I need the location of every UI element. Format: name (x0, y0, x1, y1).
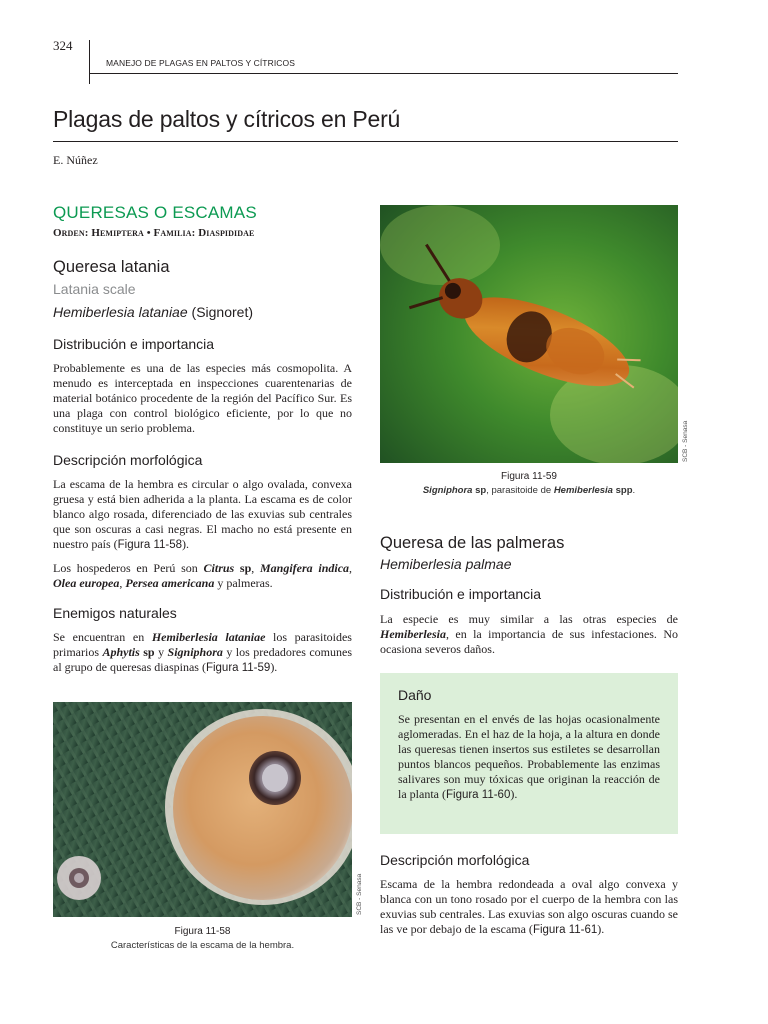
scientific-name-author: (Signoret) (187, 304, 253, 320)
caption-spp: spp (612, 485, 633, 496)
host-persea: Persea americana (125, 575, 215, 590)
running-head: MANEJO DE PLAGAS EN PALTOS Y CÍTRICOS (106, 58, 296, 68)
paragraph-descripcion (53, 477, 352, 553)
heading-descripcion-text: Descripción morfológica (53, 452, 203, 468)
morph-text: Escama de la hembra redondeada a oval algo convexa y blanca con un tono rosado por el cuerpo de la hembra con las exuvias sub centrales. Las exuvias son algo oscuras cuando se las ve por debajo de la escama ( (380, 877, 678, 936)
scale-insect-photo (53, 702, 352, 917)
caption-genus: Signiphora (422, 485, 473, 496)
parasitoid-wasp-photo (380, 205, 678, 463)
page-number: 324 (53, 38, 73, 53)
caption-genus: Hemiberlesia (553, 485, 613, 496)
figure-11-58-caption: Características de la escama de la hembra. (110, 940, 295, 951)
dano-end: ). (510, 786, 518, 801)
enem-sp: sp (139, 644, 155, 659)
heading-enemigos: Enemigos naturales (53, 605, 177, 621)
species-name: Queresa latania (53, 258, 170, 276)
author: E. Núñez (53, 153, 98, 167)
scientific-name-italic: Hemiberlesia lataniae (53, 304, 188, 320)
section-title: QUERESAS O ESCAMAS (53, 203, 257, 222)
descripcion-text: La escama de la hembra es circular o algo ovalada, convexa gruesa y está bien adherida a la planta. La escama es de color blanco algo rosada, diferenciado de las exuvias sub centrales que son oscuras a casi negras. El macho no está presente en nuestro país ( (53, 477, 352, 551)
dist-text: La especie es muy similar a las otras especies de (380, 612, 678, 626)
enem-text: los parasitoides primarios (53, 630, 352, 659)
caption-text: , parasitoide de (486, 485, 554, 496)
enem-text: Se encuentran en (53, 630, 152, 644)
paragraph-distribucion: Probablemente es una de las especies más cosmopolita. A menudo es interceptada en inspecciones cuarentenarias de material botánico procedente de la región del Pacífico Sur. Es una plaga con control biológico eficiente, por lo que no constituye un serio problema. (53, 361, 352, 435)
caption-end: . (632, 485, 636, 496)
sep: , (349, 561, 353, 575)
heading-distribucion: Distribución e importancia (53, 336, 215, 352)
descripcion-end: ). (182, 536, 190, 551)
heading-descripcion-2: Descripción morfológica (380, 852, 530, 868)
heading-distribucion-2: Distribución e importancia (380, 586, 542, 602)
heading-dano: Daño (398, 687, 432, 703)
taxonomy-line: Orden: Hemiptera • Familia: Diaspididae (53, 227, 255, 239)
paragraph-hospederos (53, 561, 352, 591)
heading-descripcion (53, 452, 202, 468)
figure-11-58-image (53, 702, 352, 917)
host-sp: sp (234, 561, 252, 575)
dano-text: Se presentan en el envés de las hojas ocasionalmente aglomeradas. En el haz de la hoja, a la altura en donde las queresas tienen insertos sus estiletes se desarrollan puntos blancos pequeños. Probablemente las enzimas salivares son muy tóxicas que originan la reacción de la planta ( (398, 712, 660, 801)
header-divider-vertical (89, 40, 90, 84)
figure-11-58-credit: SCB - Senasa (356, 873, 363, 915)
species-scientific-name-2: Hemiberlesia palmae (380, 556, 512, 572)
figure-reference: Figura 11-59 (205, 661, 271, 674)
hosts-text: Los hospederos en Perú son (53, 561, 204, 575)
morph-end: ). (597, 921, 605, 936)
paragraph-distribucion-2 (380, 612, 678, 657)
figure-11-59-image (380, 205, 678, 463)
host-citrus: Citrus (203, 561, 235, 575)
paragraph-enemigos (53, 630, 352, 676)
enem-text: y (154, 644, 168, 659)
title-divider (53, 141, 678, 142)
species-scientific-name (53, 304, 253, 320)
figure-11-59-caption (380, 485, 678, 496)
species-name-2: Queresa de las palmeras (380, 534, 565, 552)
enem-signiphora: Signiphora (167, 644, 223, 659)
enem-text: y los predadores comunes al grupo de queresas diaspinas ( (53, 644, 353, 674)
enem-end: ). (270, 659, 278, 674)
figure-11-59-label: Figura 11-59 (501, 471, 557, 482)
enem-aphytis: Aphytis (102, 644, 140, 659)
dist-end: , en la importancia de sus infestaciones. No ocasiona severos daños. (380, 626, 678, 656)
figure-11-59-credit: SCB - Senasa (682, 420, 689, 462)
host-olea: Olea europea (53, 575, 120, 590)
caption-sp: sp (472, 485, 487, 496)
hosts-end: y palmeras. (214, 575, 273, 590)
figure-reference: Figura 11-60 (445, 788, 511, 801)
dist-genus: Hemiberlesia (380, 626, 446, 641)
figure-reference: Figura 11-58 (117, 538, 183, 551)
paragraph-descripcion-2 (380, 877, 678, 938)
paragraph-dano (398, 712, 660, 802)
header-divider-horizontal (90, 73, 678, 74)
document-title: Plagas de paltos y cítricos en Perú (53, 106, 401, 132)
host-mangifera: Mangifera indica (259, 561, 350, 575)
figure-reference: Figura 11-61 (532, 923, 598, 936)
sep: , (251, 561, 260, 575)
dano-box (380, 673, 678, 834)
figure-11-58-label: Figura 11-58 (174, 926, 231, 937)
sep: , (119, 575, 126, 590)
species-common-name: Latania scale (53, 281, 136, 297)
enem-scientific: Hemiberlesia lataniae (151, 630, 266, 644)
